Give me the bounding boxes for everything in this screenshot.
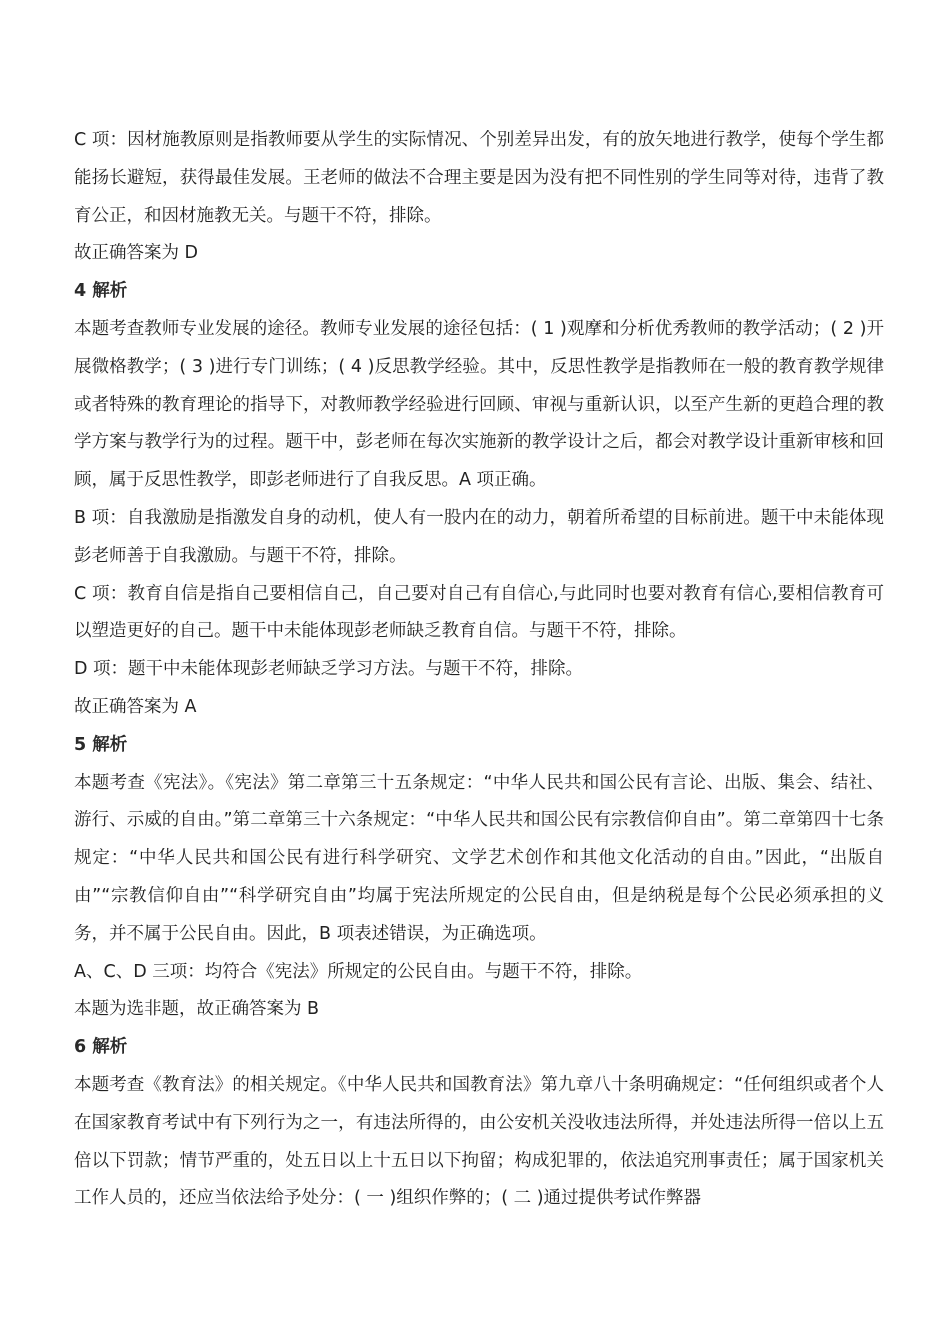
paragraph-q4-option-c: C 项：教育自信是指自己要相信自己，自己要对自己有自信心,与此同时也要对教育有信心,要相信教育可以塑造更好的自己。题干中未能体现彭老师缺乏教育自信。与题干不符，排除。 [74,583,884,642]
heading-analysis-4: 4 解析 [74,281,128,302]
heading-analysis-6: 6 解析 [74,1037,128,1058]
paragraph-q4-intro: 本题考查教师专业发展的途径。教师专业发展的途径包括：( 1 )观摩和分析优秀教师的教学活动；( 2 )开展微格教学；( 3 )进行专门训练；( 4 )反思教学经验。其中，反思性教学是指教师在一般的教育教学规律或者特殊的教育理论的指导下，对教师教学经验进行回顾、审视与重新认识，以至产生新的更趋合理的教学方案与教学行为的过程。题干中，彭老师在每次实施新的教学设计之后，都会对教学设计重新审核和回顾，属于反思性教学，即彭老师进行了自我反思。A 项正确。 [74,318,884,491]
paragraph-q6-intro: 本题考查《教育法》的相关规定。《中华人民共和国教育法》第九章八十条明确规定：“任何组织或者个人在国家教育考试中有下列行为之一，有违法所得的，由公安机关没收违法所得，并处违法所得一倍以上五倍以下罚款；情节严重的，处五日以上十五日以下拘留；构成犯罪的，依法追究刑事责任；属于国家机关工作人员的，还应当依法给予处分：( 一 )组织作弊的；( 二 )通过提供考试作弊器 [74,1074,884,1209]
paragraph-q4-option-b: B 项：自我激励是指激发自身的动机，使人有一股内在的动力，朝着所希望的目标前进。题干中未能体现彭老师善于自我激励。与题干不符，排除。 [74,507,884,566]
document-page [74,122,884,1218]
answer-line-q5: 本题为选非题，故正确答案为 B [74,999,320,1020]
answer-line-q4: 故正确答案为 A [74,696,197,717]
paragraph-q5-intro: 本题考查《宪法》。《宪法》第二章第三十五条规定：“中华人民共和国公民有言论、出版、集会、结社、游行、示威的自由。”第二章第三十六条规定：“中华人民共和国公民有宗教信仰自由”。第二章第四十七条规定：“中华人民共和国公民有进行科学研究、文学艺术创作和其他文化活动的自由。”因此，“出版自由”“宗教信仰自由”“科学研究自由”均属于宪法所规定的公民自由，但是纳税是每个公民必须承担的义务，并不属于公民自由。因此，B 项表述错误，为正确选项。 [74,772,884,944]
paragraph-q5-options-acd: A、C、D 三项：均符合《宪法》所规定的公民自由。与题干不符，排除。 [74,961,643,982]
paragraph-c-option-q3: C 项：因材施教原则是指教师要从学生的实际情况、个别差异出发，有的放矢地进行教学，使每个学生都能扬长避短，获得最佳发展。王老师的做法不合理主要是因为没有把不同性别的学生同等对待，违背了教育公正，和因材施教无关。与题干不符，排除。 [74,130,884,226]
paragraph-q4-option-d: D 项：题干中未能体现彭老师缺乏学习方法。与题干不符，排除。 [74,659,584,680]
heading-analysis-5: 5 解析 [74,734,128,755]
answer-line-q3: 故正确答案为 D [74,243,199,264]
